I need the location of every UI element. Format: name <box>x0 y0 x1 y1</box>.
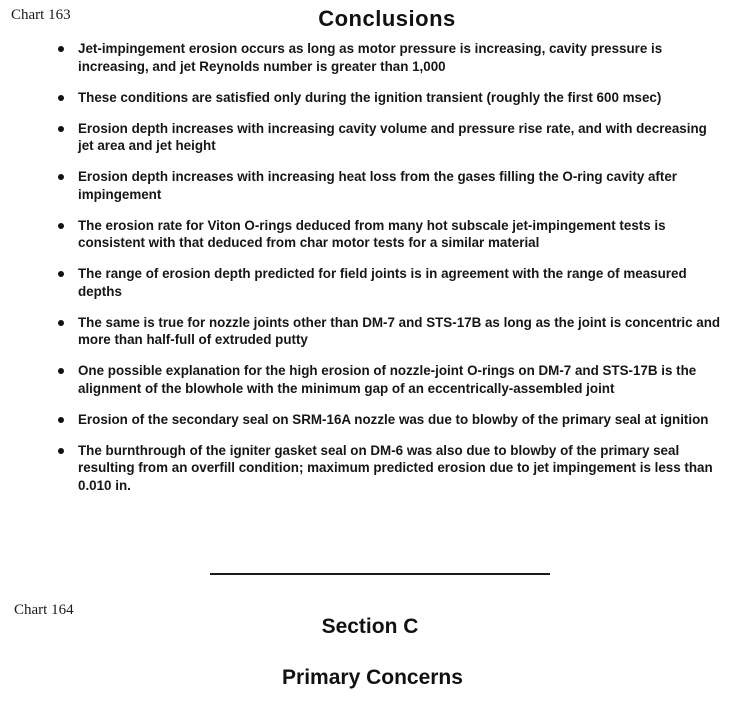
conclusion-text: These conditions are satisfied only during the ignition transient (roughly the first 600 msec) <box>78 89 662 105</box>
conclusion-text: Jet-impingement erosion occurs as long as motor pressure is increasing, cavity pressure is increasing, and jet Reynolds number is greater than 1,000 <box>78 41 663 74</box>
conclusion-item <box>56 442 726 495</box>
conclusion-item <box>56 40 726 75</box>
conclusion-item <box>56 411 726 429</box>
bullet-icon <box>58 46 64 52</box>
section-subtitle: Primary Concerns <box>282 666 463 689</box>
conclusion-text: Erosion depth increases with increasing heat loss from the gases filling the O-ring cavity after impingement <box>78 169 678 202</box>
conclusion-text: Erosion depth increases with increasing cavity volume and pressure rise rate, and with decreasing jet area and jet height <box>78 120 707 153</box>
conclusion-text: The range of erosion depth predicted for field joints is in agreement with the range of measured depths <box>78 266 687 299</box>
conclusion-text: One possible explanation for the high erosion of nozzle-joint O-rings on DM-7 and STS-17B is the alignment of the blowhole with the minimum gap of an eccentrically-assembled joint <box>78 363 697 396</box>
bullet-icon <box>58 174 64 180</box>
chart-163-label: Chart 163 <box>11 7 71 23</box>
conclusion-item <box>56 168 726 203</box>
conclusions-list <box>56 40 726 508</box>
section-divider <box>210 573 550 575</box>
conclusion-item <box>56 89 726 107</box>
conclusion-item <box>56 120 726 155</box>
chart-164-label: Chart 164 <box>14 602 74 618</box>
conclusion-item <box>56 362 726 397</box>
bullet-icon <box>58 223 64 229</box>
conclusion-item <box>56 265 726 300</box>
bullet-icon <box>58 368 64 374</box>
bullet-icon <box>58 417 64 423</box>
bullet-icon <box>58 126 64 132</box>
conclusion-text: The same is true for nozzle joints other than DM-7 and STS-17B as long as the joint is concentric and more than half-full of extruded putty <box>78 314 721 347</box>
conclusion-text: The burnthrough of the igniter gasket seal on DM-6 was also due to blowby of the primary seal resulting from an overfill condition; maximum predicted erosion due to jet impingement is less than 0.010 in. <box>78 442 713 493</box>
bullet-icon <box>58 448 64 454</box>
bullet-icon <box>58 271 64 277</box>
section-title: Section C <box>321 615 419 638</box>
bullet-icon <box>58 95 64 101</box>
conclusion-text: Erosion of the secondary seal on SRM-16A nozzle was due to blowby of the primary seal at ignition <box>78 411 709 427</box>
conclusions-title: Conclusions <box>318 6 456 31</box>
conclusion-item <box>56 314 726 349</box>
conclusion-text: The erosion rate for Viton O-rings deduced from many hot subscale jet-impingement tests is consistent with that deduced from char motor tests for a similar material <box>78 217 666 250</box>
conclusion-item <box>56 217 726 252</box>
bullet-icon <box>58 320 64 326</box>
